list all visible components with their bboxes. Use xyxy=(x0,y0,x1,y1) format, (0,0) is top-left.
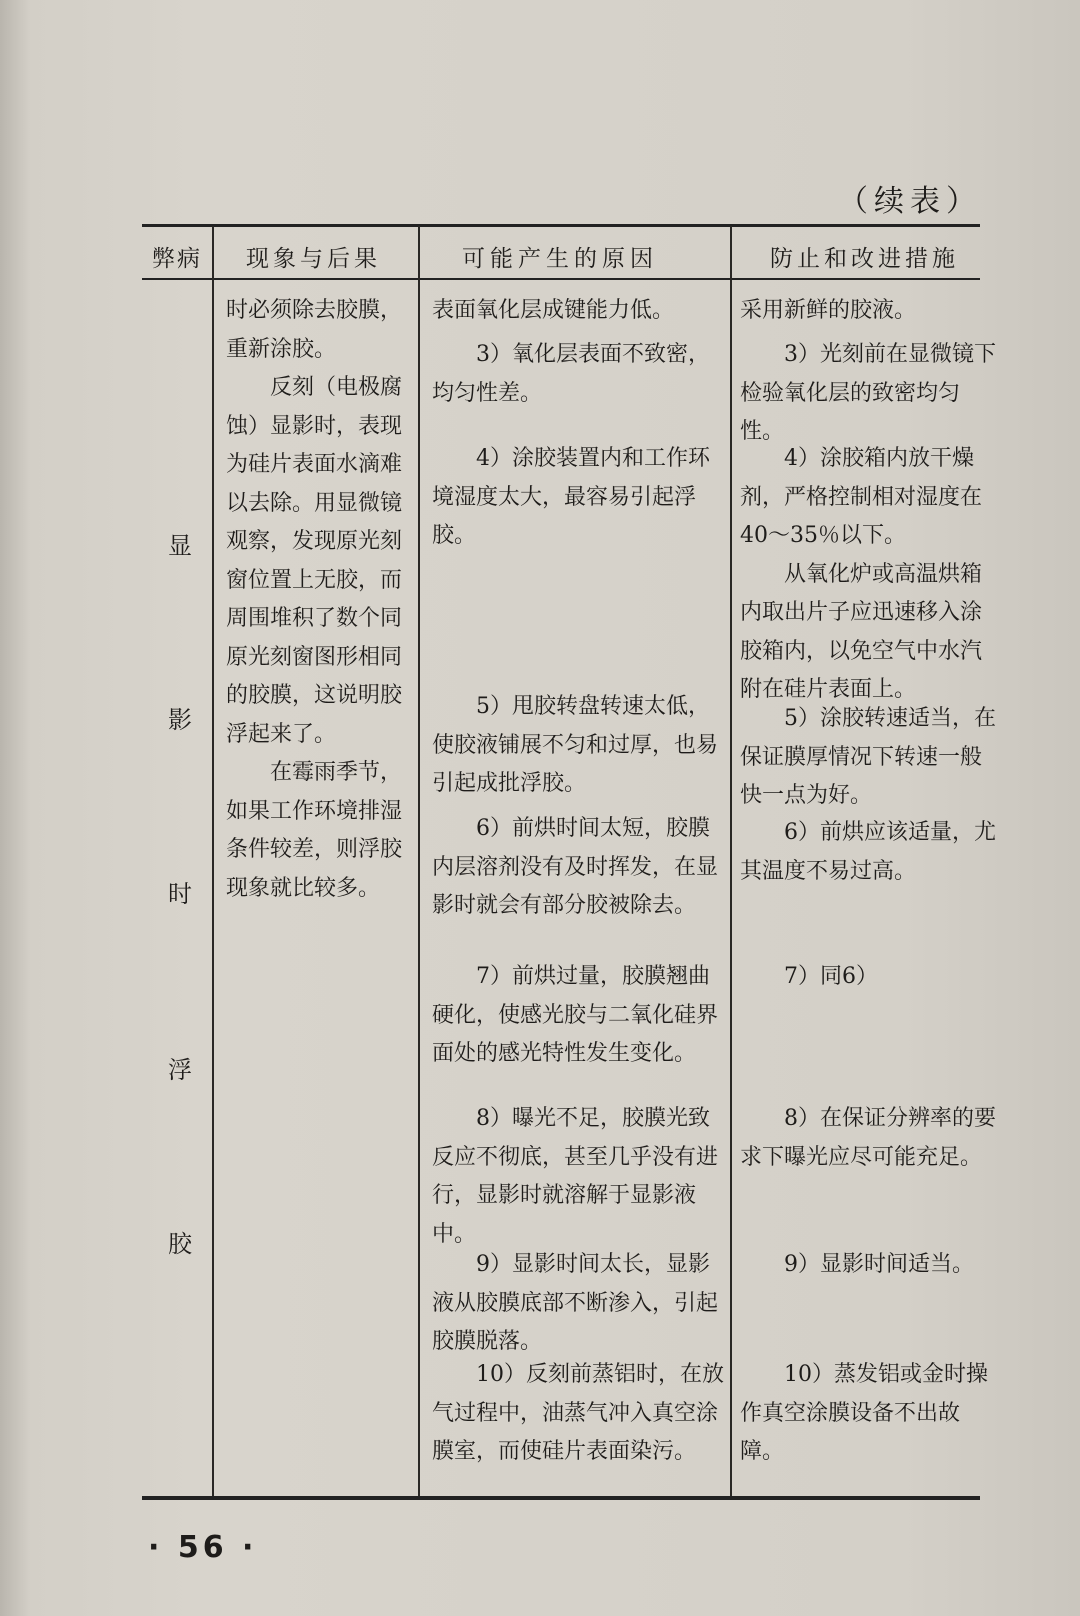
remedy-cell xyxy=(740,1356,1000,1472)
remedy-text: 从氧化炉或高温烘箱内取出片子应迅速移入涂胶箱内，以免空气中水汽附在硅片表面上。 xyxy=(740,561,983,702)
cause-cell xyxy=(432,688,724,804)
remedy-text: 5）涂胶转速适当，在保证膜厚情况下转速一般快一点为好。 xyxy=(740,706,996,808)
disease-char-1: 显 xyxy=(168,532,192,560)
cause-cell xyxy=(432,440,724,556)
remedy-cell xyxy=(740,336,1000,452)
cause-cell xyxy=(432,958,724,1074)
phenomenon-paragraph: 在霉雨季节，如果工作环境排湿条件较差，则浮胶现象就比较多。 xyxy=(226,760,403,901)
cause-cell xyxy=(432,810,724,926)
disease-char-5: 胶 xyxy=(168,1230,192,1258)
phenomenon-paragraph: 反刻（电极腐蚀）显影时，表现为硅片表面水滴难以去除。用显微镜观察，发现原光刻窗位置上无胶，而周围堆积了数个同原光刻窗图形相同的胶膜，这说明胶浮起来了。 xyxy=(226,375,403,747)
disease-char-4: 浮 xyxy=(168,1056,192,1084)
column-divider-2 xyxy=(418,226,420,1496)
cause-text: 9）显影时间太长，显影液从胶膜底部不断渗入，引起胶膜脱落。 xyxy=(432,1252,719,1354)
remedy-cell xyxy=(740,440,1000,710)
remedy-cell xyxy=(740,292,1000,331)
cause-text: 表面氧化层成键能力低。 xyxy=(432,298,675,323)
remedy-cell xyxy=(740,700,1000,816)
remedy-cell xyxy=(740,814,1000,891)
continued-label: （续表） xyxy=(838,184,982,219)
remedy-cell xyxy=(740,958,1000,997)
cause-text: 7）前烘过量，胶膜翘曲硬化，使感光胶与二氧化硅界面处的感光特性发生变化。 xyxy=(432,964,719,1066)
remedy-text: 采用新鲜的胶液。 xyxy=(740,298,917,323)
remedy-text: 4）涂胶箱内放干燥剂，严格控制相对湿度在40～35％以下。 xyxy=(740,446,983,548)
page-number: · 56 · xyxy=(148,1530,258,1565)
header-cause: 可能产生的原因 xyxy=(462,246,658,272)
remedy-text: 8）在保证分辨率的要求下曝光应尽可能充足。 xyxy=(740,1106,996,1170)
column-divider-3 xyxy=(730,226,732,1496)
remedy-text: 7）同6） xyxy=(784,964,878,989)
header-remedy: 防止和改进措施 xyxy=(770,246,959,272)
cause-cell xyxy=(432,1100,724,1254)
cause-cell xyxy=(432,336,724,413)
phenomenon-paragraph: 时必须除去胶膜，重新涂胶。 xyxy=(226,298,403,362)
cause-text: 5）甩胶转盘转速太低，使胶液铺展不匀和过厚，也易引起成批浮胶。 xyxy=(432,694,719,796)
header-disease: 弊病 xyxy=(152,246,202,272)
remedy-cell xyxy=(740,1100,1000,1177)
cause-text: 8）曝光不足，胶膜光致反应不彻底，甚至几乎没有进行，显影时就溶解于显影液中。 xyxy=(432,1106,719,1247)
table-bottom-rule xyxy=(142,1496,980,1500)
remedy-cell xyxy=(740,1246,1000,1285)
cause-cell xyxy=(432,1246,724,1362)
cause-text: 10）反刻前蒸铝时，在放气过程中，油蒸气冲入真空涂膜室，而使硅片表面染污。 xyxy=(432,1362,724,1464)
cause-text: 6）前烘时间太短，胶膜内层溶剂没有及时挥发，在显影时就会有部分胶被除去。 xyxy=(432,816,719,918)
cause-text: 3）氧化层表面不致密，均匀性差。 xyxy=(432,342,710,406)
remedy-text: 6）前烘应该适量，尤其温度不易过高。 xyxy=(740,820,996,884)
header-phenomenon: 现象与后果 xyxy=(246,246,381,272)
remedy-text: 10）蒸发铝或金时操作真空涂膜设备不出故障。 xyxy=(740,1362,988,1464)
cause-text: 4）涂胶装置内和工作环境湿度太大，最容易引起浮胶。 xyxy=(432,446,710,548)
column-divider-1 xyxy=(212,226,214,1496)
remedy-text: 3）光刻前在显微镜下检验氧化层的致密均匀性。 xyxy=(740,342,996,444)
phenomenon-cell xyxy=(226,292,410,908)
disease-char-3: 时 xyxy=(168,880,192,908)
remedy-text: 9）显影时间适当。 xyxy=(784,1252,974,1277)
cause-cell xyxy=(432,292,724,331)
header-rule xyxy=(142,278,980,280)
disease-char-2: 影 xyxy=(168,706,192,734)
cause-cell xyxy=(432,1356,724,1472)
table-top-rule xyxy=(142,224,980,227)
